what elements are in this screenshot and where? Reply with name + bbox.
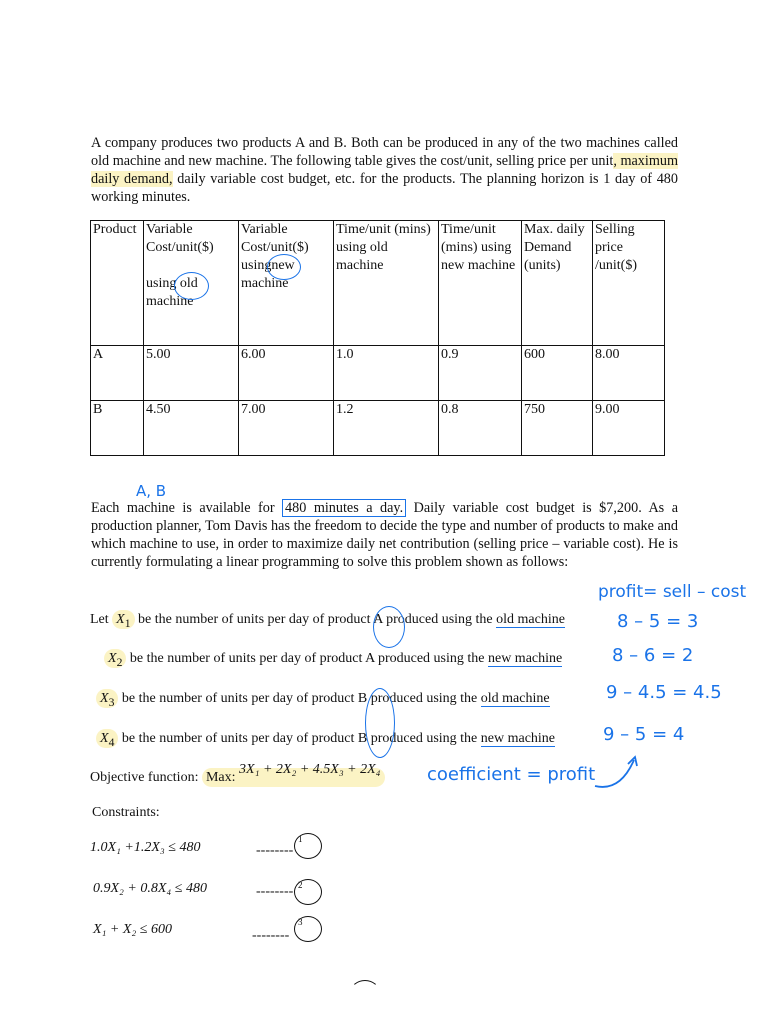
ink-note-coefficient: coefficient = profit [427,764,596,785]
ink-calc-1: 8 – 5 = 3 [617,611,699,632]
ink-note-ab: A, B [136,482,167,500]
ink-note-profit: profit= sell – cost [598,582,747,602]
header-cost-new: Variable Cost/unit($) usingnew machine [239,221,334,346]
header-cost-old: Variable Cost/unit($) using old machine [144,221,239,346]
machine-paragraph: Each machine is available for 480 minutes a day. Daily variable cost budget is $7,200. As a production planner, Tom Davis has the freedom to decide the type and number of products to make and which machine to use, in order to maximize daily net contribution (selling price – variable cost). He is currently formulating a linear programming to solve this problem shown as follows: [91,500,678,570]
ink-circle-new [267,254,301,280]
table-row: A 5.00 6.00 1.0 0.9 600 8.00 [91,346,665,401]
constraint-1: 1.0X₁ +1.2X₃ ≤ 480 [90,840,201,855]
bottom-arc [350,980,380,1006]
header-demand: Max. daily Demand (units) [522,221,593,346]
constraint-3: X₁ + X₂ ≤ 600 [93,922,172,937]
intro-text: A company produces two products A and B. Both can be produced in any of the two machines called old machine and new machine. The following table gives the cost/unit, selling price per unit [91,135,678,169]
ink-circle-old [174,272,209,300]
constraint-3-dash: -------- [252,928,290,943]
constraint-3-num-circle: 3 [294,916,322,942]
header-time-old: Time/unit (mins) using old machine [334,221,439,346]
ink-oval-a-top [373,606,405,648]
intro-paragraph [91,134,678,206]
table-row: B 4.50 7.00 1.2 0.8 750 9.00 [91,401,665,456]
constraint-2-num-circle: 2 [294,879,322,905]
objective-line: Objective function: Max: 3X₁ + 2X₂ + 4.5X₃ + 2X₄ [90,770,385,786]
intro-highlight: , maximum daily demand, [91,153,678,187]
table-header-row [91,221,665,346]
constraint-1-dash: -------- [256,843,294,858]
ink-calc-4: 9 – 5 = 4 [603,724,685,745]
var-line-3: $X_3$ be the number of units per day of product B produced using the old machine [96,691,550,709]
header-price: Selling price /unit($) [593,221,665,346]
ink-calc-3: 9 – 4.5 = 4.5 [606,682,722,703]
ink-oval-b [365,688,395,758]
var-line-1: Let $X_1$ be the number of units per day of product A produced using the old machine [90,612,565,630]
ink-calc-2: 8 – 6 = 2 [612,645,694,666]
ink-arrow-icon [590,752,650,792]
var-line-2: $X_2$ be the number of units per day of product A produced using the new machine [104,651,562,669]
header-product: Product [91,221,144,346]
var-line-4: $X_4$ be the number of units per day of product B produced using the new machine [96,731,555,749]
intro-text-end: daily variable cost budget, etc. for the products. The planning horizon is 1 day of 480 working minutes. [91,171,678,205]
objective-expression: 3X₁ + 2X₂ + 4.5X₃ + 2X₄ [239,762,381,777]
constraint-1-num-circle: 1 [294,833,322,859]
header-time-new: Time/unit (mins) using new machine [439,221,522,346]
boxed-minutes: 480 minutes a day. [282,499,406,517]
product-table [90,220,665,456]
constraint-2-dash: -------- [256,884,294,899]
constraint-2: 0.9X₂ + 0.8X₄ ≤ 480 [93,881,207,896]
constraints-label: Constraints: [92,805,160,820]
